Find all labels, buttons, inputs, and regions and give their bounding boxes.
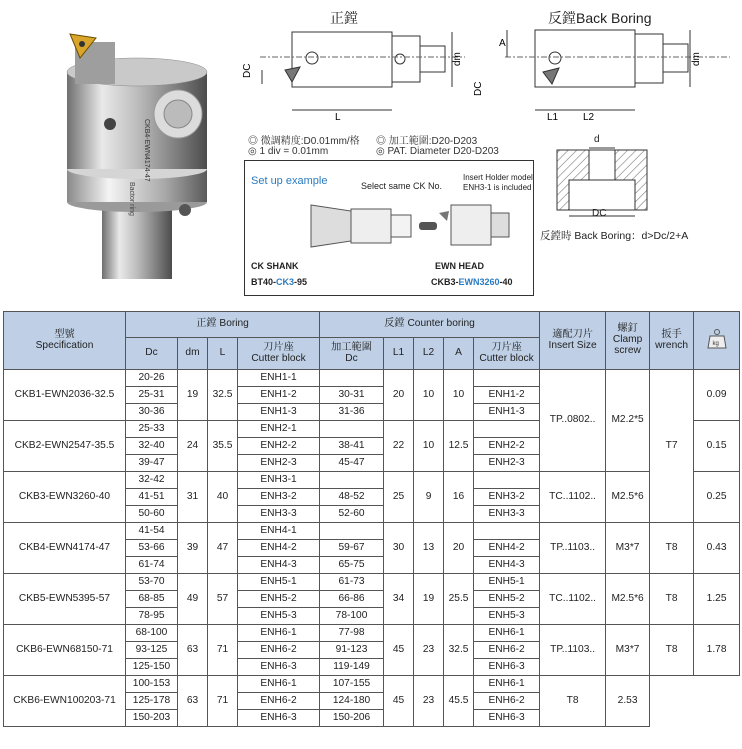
header-screw: 螺釘 Clamp screw xyxy=(606,312,650,370)
l-cell: 35.5 xyxy=(208,421,238,472)
insert-cell: TP..1103.. xyxy=(540,625,606,676)
header-l2: L2 xyxy=(414,338,444,370)
head-code xyxy=(431,277,513,287)
weight-icon xyxy=(706,328,728,350)
cutter-block-cell: ENH6-3 xyxy=(238,710,320,727)
dc-cell: 41-51 xyxy=(126,489,178,506)
dc-cell: 68-85 xyxy=(126,591,178,608)
table-row xyxy=(4,574,740,591)
l1-cell: 45 xyxy=(384,676,414,727)
dm-cell: 39 xyxy=(178,523,208,574)
spec-table xyxy=(3,311,740,727)
shank-code-c: -95 xyxy=(294,277,308,287)
model-cell: CKB2-EWN2547-35.5 xyxy=(4,421,126,472)
cutter-block-cell: ENH6-3 xyxy=(238,659,320,676)
table-row xyxy=(4,625,740,642)
wrench-cell: T8 xyxy=(650,523,694,574)
dc-cell: 32-40 xyxy=(126,438,178,455)
counter-block-cell: ENH1-3 xyxy=(474,404,540,421)
screw-cell: M2.5*6 xyxy=(606,472,650,523)
l2-cell: 9 xyxy=(414,472,444,523)
l1-cell: 30 xyxy=(384,523,414,574)
counter-block-cell: ENH5-3 xyxy=(474,608,540,625)
counter-block-cell: ENH5-2 xyxy=(474,591,540,608)
cutter-block-cell: ENH2-3 xyxy=(238,455,320,472)
weight-cell: 2.53 xyxy=(606,676,650,727)
header-model: 型號 Specification xyxy=(4,312,126,370)
header-l1: L1 xyxy=(384,338,414,370)
weight-cell: 1.78 xyxy=(694,625,740,676)
l-cell: 40 xyxy=(208,472,238,523)
spec-table-body xyxy=(4,370,740,727)
header-wrench: 扳手 wrench xyxy=(650,312,694,370)
a-cell: 45.5 xyxy=(444,676,474,727)
spec-range: ◎ 加工範圍:D20-D203 xyxy=(376,136,478,147)
counter-dc-cell: 66-86 xyxy=(320,591,384,608)
counter-block-cell: ENH4-3 xyxy=(474,557,540,574)
head-name: EWN HEAD xyxy=(435,261,484,271)
counter-block-cell: ENH6-2 xyxy=(474,642,540,659)
l-cell: 57 xyxy=(208,574,238,625)
shank-code-b: CK3 xyxy=(276,277,295,287)
dc-cell: 30-36 xyxy=(126,404,178,421)
header-counter-boring: 反鏜 Counter boring xyxy=(320,312,540,338)
cutter-block-cell: ENH1-2 xyxy=(238,387,320,404)
head-code-b: EWN3260 xyxy=(458,277,500,287)
counter-block-cell: ENH2-3 xyxy=(474,455,540,472)
dm-cell: 63 xyxy=(178,676,208,727)
dim-dc-back: DC xyxy=(473,81,484,96)
counter-dc-cell: 91-123 xyxy=(320,642,384,659)
l-cell: 47 xyxy=(208,523,238,574)
counter-dc-cell: 30-31 xyxy=(320,387,384,404)
holder-note-1: Insert Holder model xyxy=(463,173,533,182)
l2-cell: 23 xyxy=(414,676,444,727)
l2-cell: 10 xyxy=(414,421,444,472)
counter-dc-cell xyxy=(320,523,384,540)
back-boring-drawing xyxy=(473,22,740,132)
l2-cell: 13 xyxy=(414,523,444,574)
counter-block-cell: ENH6-3 xyxy=(474,710,540,727)
dc-cell: 150-203 xyxy=(126,710,178,727)
dc-cell: 41-54 xyxy=(126,523,178,540)
model-cell: CKB3-EWN3260-40 xyxy=(4,472,126,523)
dm-cell: 63 xyxy=(178,625,208,676)
dc-cell: 61-74 xyxy=(126,557,178,574)
counter-block-cell: ENH6-3 xyxy=(474,659,540,676)
counter-dc-cell: 45-47 xyxy=(320,455,384,472)
model-cell: CKB1-EWN2036-32.5 xyxy=(4,370,126,421)
l-cell: 71 xyxy=(208,676,238,727)
header-range-dc: 加工範圍 Dc xyxy=(320,338,384,370)
header-l: L xyxy=(208,338,238,370)
cutter-block-cell: ENH6-1 xyxy=(238,676,320,693)
counter-block-cell xyxy=(474,523,540,540)
cutter-block-cell: ENH1-3 xyxy=(238,404,320,421)
a-cell: 20 xyxy=(444,523,474,574)
cutter-block-cell: ENH4-3 xyxy=(238,557,320,574)
counter-dc-cell: 107-155 xyxy=(320,676,384,693)
head-code-c: -40 xyxy=(499,277,513,287)
header-cutter-block: 刀片座 Cutter block xyxy=(238,338,320,370)
l1-cell: 22 xyxy=(384,421,414,472)
counter-dc-cell xyxy=(320,370,384,387)
a-cell: 25.5 xyxy=(444,574,474,625)
counter-dc-cell: 119-149 xyxy=(320,659,384,676)
header-cutter-block-2: 刀片座 Cutter block xyxy=(474,338,540,370)
header-dm: dm xyxy=(178,338,208,370)
dc-cell: 78-95 xyxy=(126,608,178,625)
counter-dc-cell: 38-41 xyxy=(320,438,384,455)
engraved-text: CKB4-EWN4174-47 xyxy=(143,119,150,182)
counter-dc-cell: 61-73 xyxy=(320,574,384,591)
header-a: A xyxy=(444,338,474,370)
counter-dc-cell: 150-206 xyxy=(320,710,384,727)
dc-cell: 68-100 xyxy=(126,625,178,642)
dim-l1: L1 xyxy=(547,112,559,123)
counter-dc-cell: 52-60 xyxy=(320,506,384,523)
back-boring-formula: 反鏜時 Back Boring：d>Dc/2+A xyxy=(540,230,689,242)
counter-dc-cell: 65-75 xyxy=(320,557,384,574)
table-row xyxy=(4,523,740,540)
counter-block-cell: ENH3-3 xyxy=(474,506,540,523)
dm-cell: 49 xyxy=(178,574,208,625)
counter-dc-cell: 77-98 xyxy=(320,625,384,642)
dc-cell: 50-60 xyxy=(126,506,178,523)
ring-text: Bactor ring xyxy=(128,182,135,216)
l1-cell: 45 xyxy=(384,625,414,676)
wrench-cell: T7 xyxy=(650,370,694,523)
dc-cell: 53-70 xyxy=(126,574,178,591)
holder-note-2: ENH3-1 is included xyxy=(463,183,532,192)
cutter-block-cell: ENH3-2 xyxy=(238,489,320,506)
dim-l: L xyxy=(335,112,341,123)
cutter-block-cell: ENH6-2 xyxy=(238,693,320,710)
counter-block-cell: ENH2-2 xyxy=(474,438,540,455)
spec-div: ◎ 1 div = 0.01mm xyxy=(248,146,329,157)
insert-cell: TP..0802.. xyxy=(540,370,606,472)
l2-cell: 10 xyxy=(414,370,444,421)
cutter-block-cell: ENH5-2 xyxy=(238,591,320,608)
a-cell: 16 xyxy=(444,472,474,523)
screw-cell: M3*7 xyxy=(606,625,650,676)
l1-cell: 20 xyxy=(384,370,414,421)
dim-dm: dm xyxy=(452,52,463,66)
weight-cell: 1.25 xyxy=(694,574,740,625)
dc-cell: 53-66 xyxy=(126,540,178,557)
forward-boring-title: 正鏜 xyxy=(330,10,358,26)
l2-cell: 19 xyxy=(414,574,444,625)
l1-cell: 34 xyxy=(384,574,414,625)
cutter-block-cell: ENH3-1 xyxy=(238,472,320,489)
dc-cell: 93-125 xyxy=(126,642,178,659)
cutter-block-cell: ENH4-1 xyxy=(238,523,320,540)
counter-block-cell: ENH4-2 xyxy=(474,540,540,557)
counter-block-cell: ENH6-2 xyxy=(474,693,540,710)
setup-illustration xyxy=(301,191,521,261)
header-boring: 正鏜 Boring xyxy=(126,312,320,338)
shank-code-a: BT40- xyxy=(251,277,277,287)
insert-cell: TC..1102.. xyxy=(540,574,606,625)
counter-dc-cell: 59-67 xyxy=(320,540,384,557)
l-cell: 71 xyxy=(208,625,238,676)
cutter-block-cell: ENH2-2 xyxy=(238,438,320,455)
dc-cell: 100-153 xyxy=(126,676,178,693)
cutter-block-cell: ENH6-2 xyxy=(238,642,320,659)
dm-cell: 19 xyxy=(178,370,208,421)
counter-block-cell: ENH3-2 xyxy=(474,489,540,506)
wrench-cell: T8 xyxy=(650,574,694,625)
product-photo xyxy=(50,24,240,284)
weight-cell: 0.25 xyxy=(694,472,740,523)
dc-cell: 125-150 xyxy=(126,659,178,676)
forward-boring-drawing xyxy=(240,22,470,132)
model-cell: CKB4-EWN4174-47 xyxy=(4,523,126,574)
cross-section-dc-label: DC xyxy=(592,208,607,219)
spec-precision: ◎ 微調精度:D0.01mm/格 xyxy=(248,136,360,147)
head-code-a: CKB3- xyxy=(431,277,459,287)
counter-dc-cell: 124-180 xyxy=(320,693,384,710)
dim-l2: L2 xyxy=(583,112,595,123)
cutter-block-cell: ENH1-1 xyxy=(238,370,320,387)
counter-block-cell xyxy=(474,472,540,489)
back-boring-title: 反鏜Back Boring xyxy=(548,10,652,26)
counter-dc-cell xyxy=(320,421,384,438)
cutter-block-cell: ENH2-1 xyxy=(238,421,320,438)
dim-dm-back: dm xyxy=(691,52,702,66)
counter-dc-cell: 48-52 xyxy=(320,489,384,506)
weight-cell: 0.43 xyxy=(694,523,740,574)
header-dc: Dc xyxy=(126,338,178,370)
cutter-block-cell: ENH5-3 xyxy=(238,608,320,625)
dc-cell: 20-26 xyxy=(126,370,178,387)
shank-name: CK SHANK xyxy=(251,261,299,271)
table-row xyxy=(4,370,740,387)
cutter-block-cell: ENH3-3 xyxy=(238,506,320,523)
model-cell: CKB6-EWN68150-71 xyxy=(4,625,126,676)
screw-cell: M2.2*5 xyxy=(606,370,650,472)
screw-cell: M3*7 xyxy=(606,523,650,574)
model-cell: CKB5-EWN5395-57 xyxy=(4,574,126,625)
weight-cell: 0.15 xyxy=(694,421,740,472)
counter-block-cell: ENH5-1 xyxy=(474,574,540,591)
l2-cell: 23 xyxy=(414,625,444,676)
shank-code xyxy=(251,277,307,287)
dm-cell: 24 xyxy=(178,421,208,472)
cutter-block-cell: ENH4-2 xyxy=(238,540,320,557)
counter-block-cell: ENH6-1 xyxy=(474,625,540,642)
dc-cell: 25-31 xyxy=(126,387,178,404)
insert-cell: TC..1102.. xyxy=(540,472,606,523)
a-cell: 32.5 xyxy=(444,625,474,676)
dc-cell: 32-42 xyxy=(126,472,178,489)
select-note: Select same CK No. xyxy=(361,181,443,191)
table-row xyxy=(4,472,740,489)
weight-cell: 0.09 xyxy=(694,370,740,421)
dc-cell: 39-47 xyxy=(126,455,178,472)
wrench-cell: T8 xyxy=(540,676,606,727)
l-cell: 32.5 xyxy=(208,370,238,421)
a-cell: 12.5 xyxy=(444,421,474,472)
header-weight xyxy=(694,312,740,370)
counter-block-cell xyxy=(474,370,540,387)
setup-example-box xyxy=(244,160,534,296)
counter-dc-cell: 78-100 xyxy=(320,608,384,625)
counter-dc-cell xyxy=(320,472,384,489)
counter-block-cell: ENH1-2 xyxy=(474,387,540,404)
insert-cell: TP..1103.. xyxy=(540,523,606,574)
wrench-cell: T8 xyxy=(650,625,694,676)
dc-cell: 125-178 xyxy=(126,693,178,710)
dc-cell: 25-33 xyxy=(126,421,178,438)
counter-block-cell: ENH6-1 xyxy=(474,676,540,693)
cutter-block-cell: ENH6-1 xyxy=(238,625,320,642)
dim-dc: DC xyxy=(242,63,253,78)
cutter-block-cell: ENH5-1 xyxy=(238,574,320,591)
table-row xyxy=(4,676,740,693)
model-cell: CKB6-EWN100203-71 xyxy=(4,676,126,727)
svg-text:kg: kg xyxy=(712,340,719,347)
dm-cell: 31 xyxy=(178,472,208,523)
dim-a: A xyxy=(499,38,506,49)
header-insert: 適配刀片 Insert Size xyxy=(540,312,606,370)
counter-dc-cell: 31-36 xyxy=(320,404,384,421)
setup-title: Set up example xyxy=(251,175,328,187)
counter-block-cell xyxy=(474,421,540,438)
a-cell: 10 xyxy=(444,370,474,421)
cross-section-d-label: d xyxy=(594,134,600,145)
spec-pat: ◎ PAT. Diameter D20-D203 xyxy=(376,146,499,157)
screw-cell: M2.5*6 xyxy=(606,574,650,625)
l1-cell: 25 xyxy=(384,472,414,523)
